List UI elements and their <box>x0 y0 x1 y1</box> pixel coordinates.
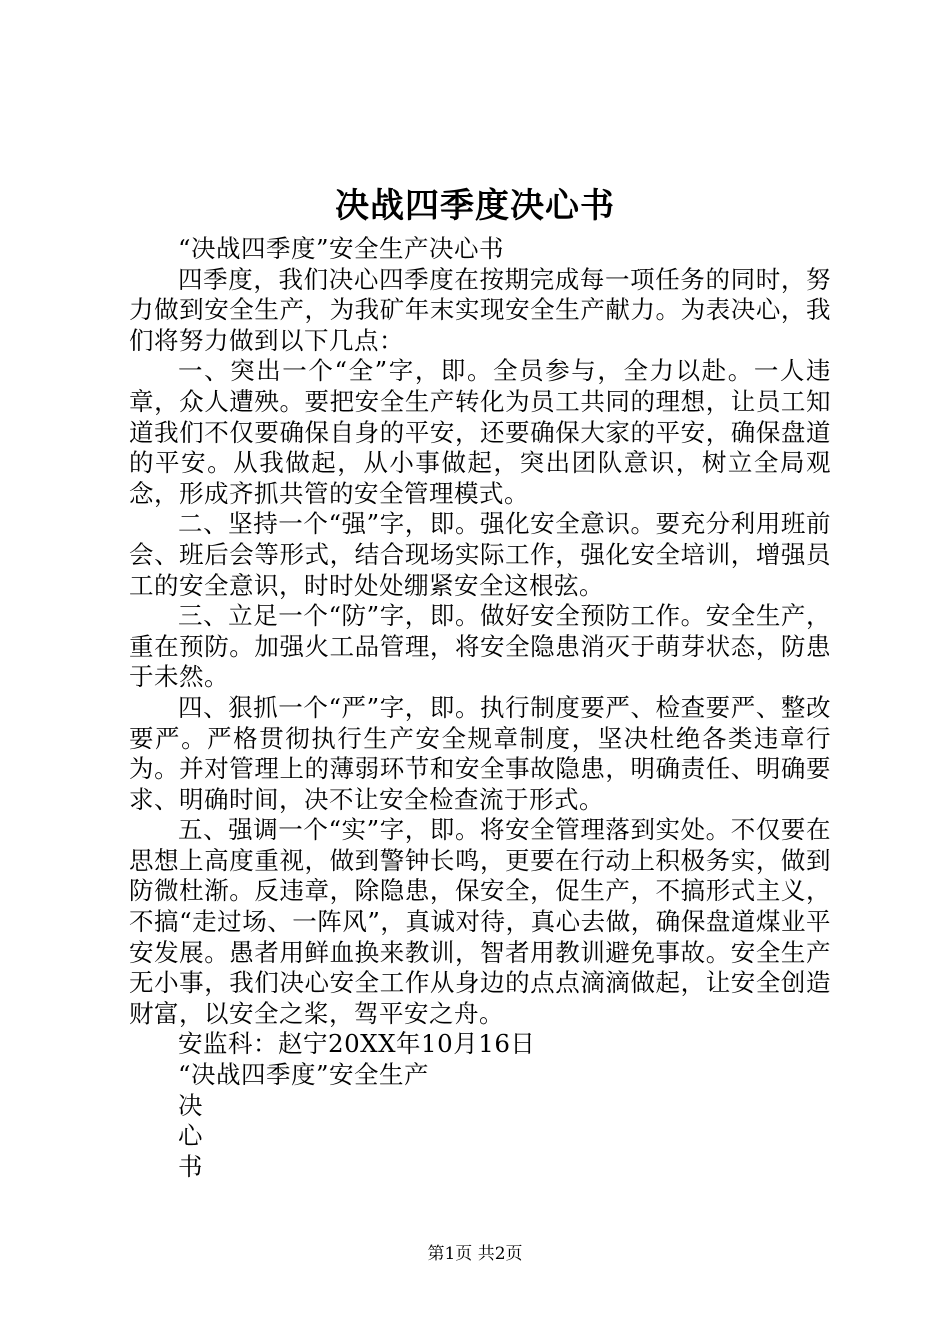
subtitle-paragraph: “决战四季度”安全生产决心书 <box>178 234 505 263</box>
signature-line: 安监科：赵宁20XX年10月16日 <box>178 1029 536 1059</box>
point-five-paragraph: 五、强调一个“实”字，即。将安全管理落到实处。不仅要在思想上高度重视，做到警钟长鸣，更要在行动上积极务实，做到防微杜渐。反违章，除隐患，保安全，促生产，不搞形式主义，不搞“走过场、一阵风”，真诚对待，真心去做，确保盘道煤业平安发展。愚者用鲜血换来教训，智者用教训避免事故。安全生产无小事，我们决心安全工作从身边的点点滴滴做起，让安全创造财富，以安全之桨，驾平安之舟。 <box>129 815 831 1028</box>
point-one-paragraph: 一、突出一个“全”字，即。全员参与，全力以赴。一人违章，众人遭殃。要把安全生产转化为员工共同的理想，让员工知道我们不仅要确保自身的平安，还要确保大家的平安，确保盘道的平安。从我做起，从小事做起，突出团队意识，树立全局观念，形成齐抓共管的安全管理模式。 <box>129 356 831 508</box>
point-four-paragraph: 四、狠抓一个“严”字，即。执行制度要严、检查要严、整改要严。严格贯彻执行生产安全规章制度，坚决杜绝各类违章行为。并对管理上的薄弱环节和安全事故隐患，明确责任、明确要求、明确时间，决不让安全检查流于形式。 <box>129 692 831 814</box>
document-body <box>129 234 831 1182</box>
point-two-paragraph: 二、坚持一个“强”字，即。强化安全意识。要充分利用班前会、班后会等形式，结合现场实际工作，强化安全培训，增强员工的安全意识，时时处处绷紧安全这根弦。 <box>129 509 831 600</box>
point-three-paragraph: 三、立足一个“防”字，即。做好安全预防工作。安全生产，重在预防。加强火工品管理，将安全隐患消灭于萌芽状态，防患于未然。 <box>129 601 831 692</box>
page-footer: 第1页 共2页 <box>427 1244 523 1264</box>
intro-paragraph: 四季度，我们决心四季度在按期完成每一项任务的同时，努力做到安全生产，为我矿年末实现安全生产献力。为表决心，我们将努力做到以下几点： <box>129 264 831 355</box>
vertical-char: 决 <box>178 1090 203 1120</box>
document-title: 决战四季度决心书 <box>335 186 615 226</box>
vertical-char: 心 <box>178 1121 203 1151</box>
vertical-char: 书 <box>178 1151 203 1181</box>
closing-heading: “决战四季度”安全生产 <box>178 1060 430 1090</box>
